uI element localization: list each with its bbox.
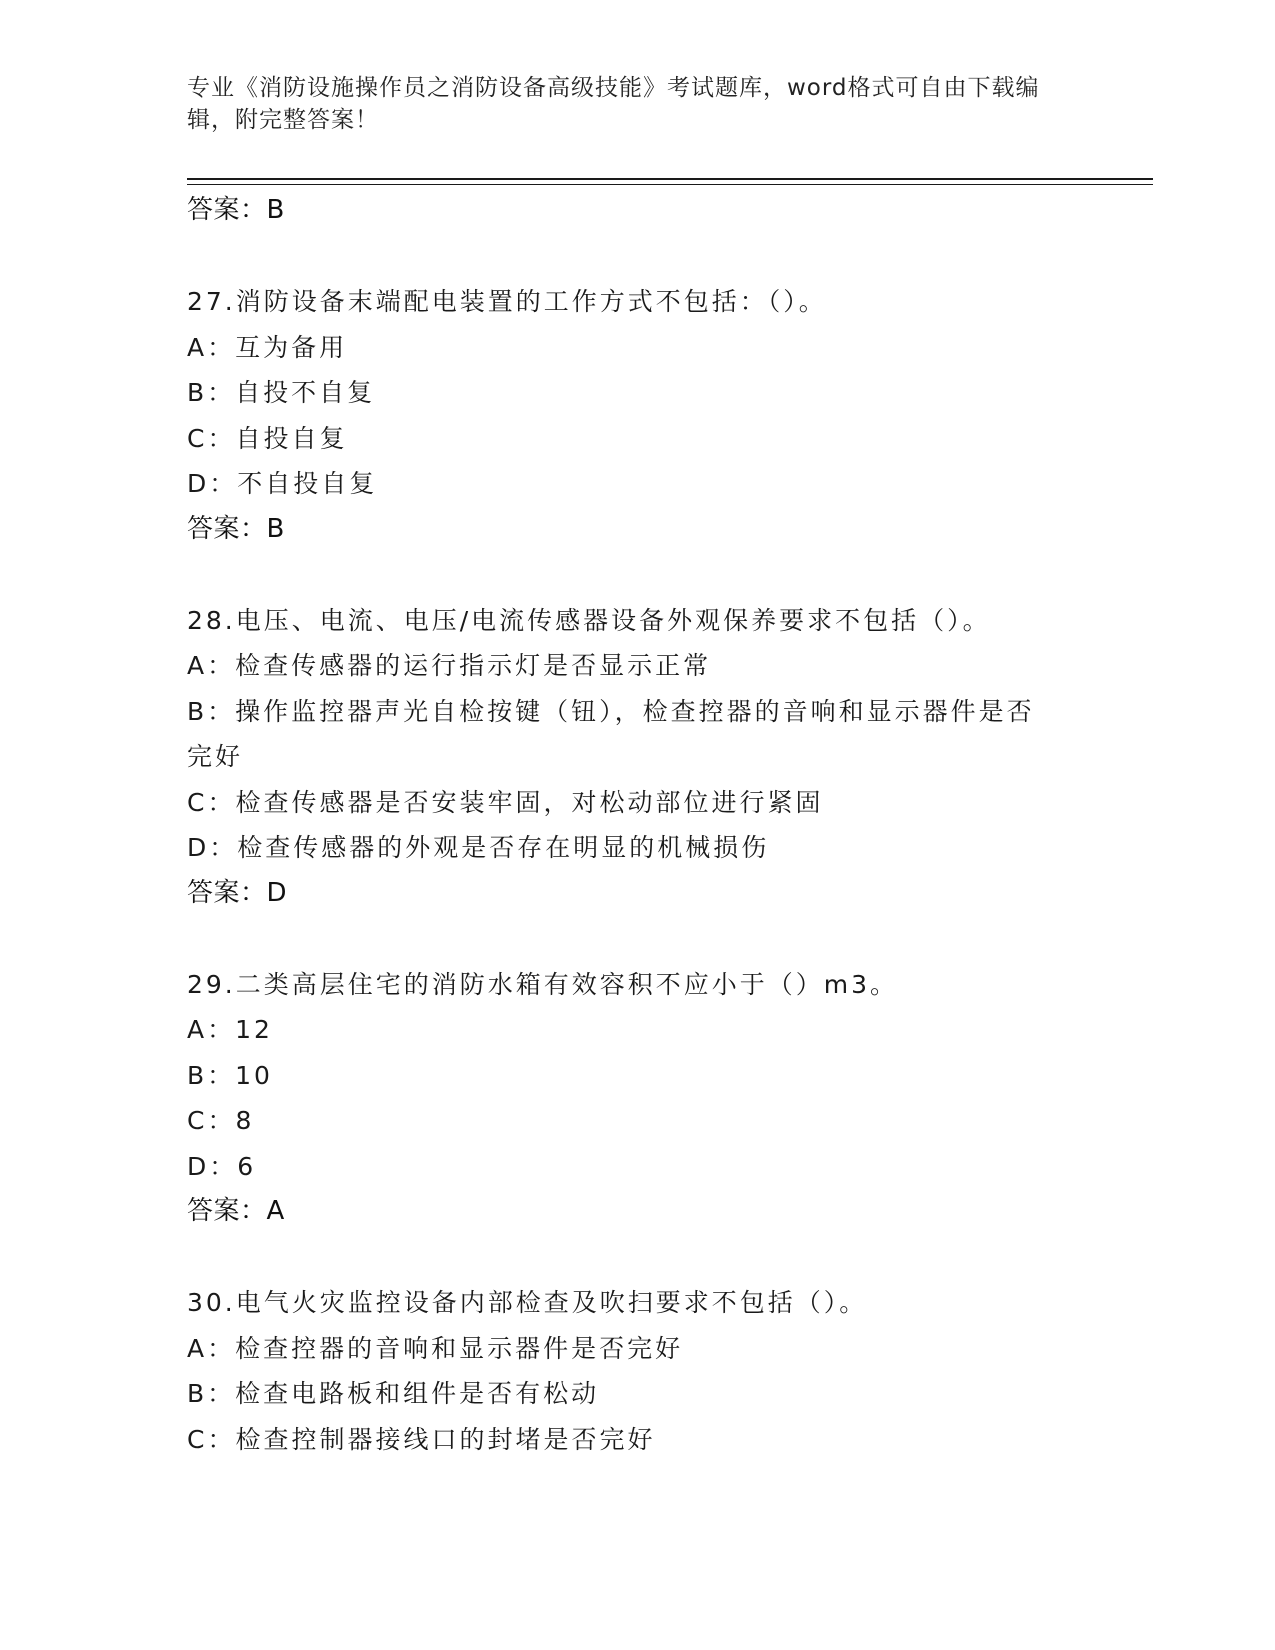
option-b: B：操作监控器声光自检按键（钮），检查控器的音响和显示器件是否完好 (187, 696, 1035, 771)
option-c: C：检查控制器接线口的封堵是否完好 (187, 1424, 656, 1454)
option-a: A：检查控器的音响和显示器件是否完好 (187, 1333, 684, 1363)
option-b: B：检查电路板和组件是否有松动 (187, 1379, 600, 1408)
answer-line: 答案：A (187, 1196, 285, 1226)
option-c: C：检查传感器是否安装牢固，对松动部位进行紧固 (187, 787, 824, 817)
question-text: 30.电气火灾监控设备内部检查及吹扫要求不包括（）。 (187, 1288, 868, 1317)
option-c: C：8 (187, 1106, 255, 1135)
spacer (187, 916, 1087, 962)
spacer (187, 234, 1087, 280)
question-text: 27.消防设备末端配电装置的工作方式不包括：（）。 (187, 287, 827, 316)
option-d: D：不自投自复 (187, 469, 378, 498)
previous-answer: 答案：B (187, 195, 285, 225)
spacer (187, 552, 1087, 598)
option-a: A：检查传感器的运行指示灯是否显示正常 (187, 651, 712, 680)
option-c: C：自投自复 (187, 423, 348, 453)
question-block (187, 1280, 1087, 1462)
answer-line: 答案：D (187, 877, 288, 908)
question-text: 29.二类高层住宅的消防水箱有效容积不应小于（）m3。 (187, 969, 899, 999)
option-a: A：12 (187, 1015, 273, 1044)
answer-line: 答案：B (187, 513, 285, 544)
header-divider-thin (187, 184, 1153, 185)
spacer (187, 1235, 1087, 1281)
question-list (187, 188, 1087, 1462)
option-d: D：检查传感器的外观是否存在明显的机械损伤 (187, 833, 770, 862)
question-text: 28.电压、电流、电压/电流传感器设备外观保养要求不包括（）。 (187, 605, 991, 635)
question-block (187, 598, 1087, 917)
option-a: A：互为备用 (187, 332, 348, 362)
question-block (187, 962, 1087, 1235)
header-divider-thick (187, 178, 1153, 180)
option-b: B：10 (187, 1060, 273, 1090)
option-d: D：6 (187, 1151, 257, 1181)
question-block (187, 279, 1087, 552)
option-b: B：自投不自复 (187, 378, 376, 407)
page-header: 专业《消防设施操作员之消防设备高级技能》考试题库，word格式可自由下载编辑，附完整答案！ (187, 75, 1040, 133)
